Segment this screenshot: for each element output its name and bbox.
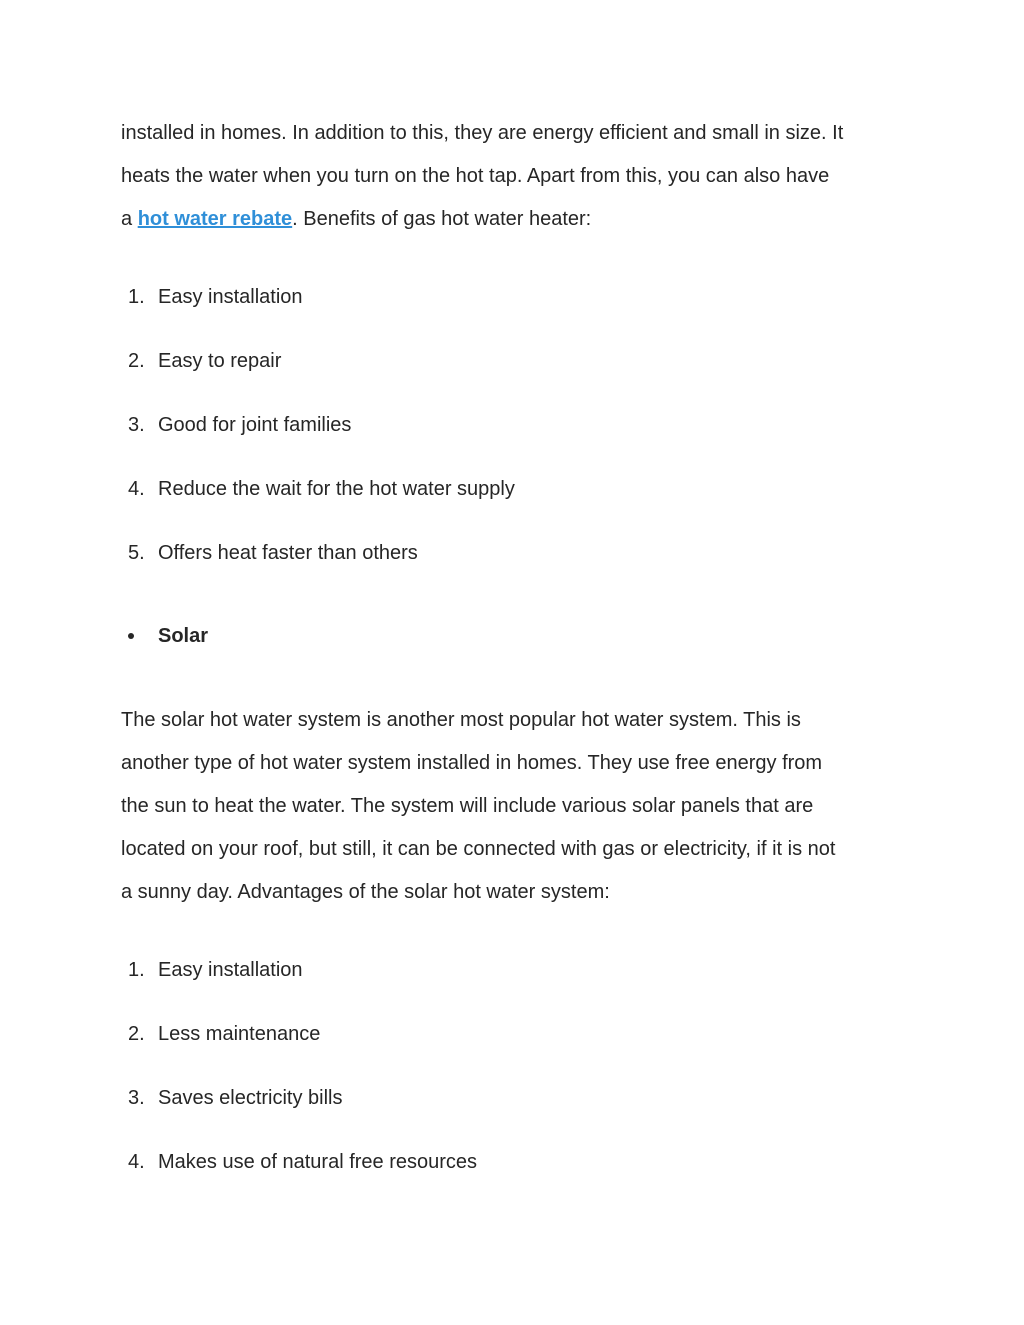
list-item-text: Easy to repair: [158, 350, 282, 372]
intro-line-2: heats the water when you turn on the hot tap. Apart from this, you can also have: [121, 165, 830, 187]
list-item: [121, 1148, 911, 1212]
list-item-number: 4.: [128, 1151, 145, 1173]
list-item-text: Reduce the wait for the hot water supply: [158, 478, 515, 500]
list-item: [121, 539, 911, 603]
document-page: [121, 112, 911, 1212]
solar-line-1: The solar hot water system is another most popular hot water system. This is: [121, 709, 801, 731]
list-item-text: Saves electricity bills: [158, 1087, 343, 1109]
intro-line-1: installed in homes. In addition to this, they are energy efficient and small in size. It: [121, 122, 844, 144]
list-item-number: 2.: [128, 1023, 145, 1045]
list-item-number: 1.: [128, 959, 145, 981]
list-item-number: 3.: [128, 414, 145, 436]
solar-heading: Solar: [158, 625, 209, 647]
list-item-text: Makes use of natural free resources: [158, 1151, 478, 1173]
list-item-text: Good for joint families: [158, 414, 352, 436]
list-item-number: 3.: [128, 1087, 145, 1109]
list-item-text: Offers heat faster than others: [158, 542, 418, 564]
intro-paragraph: [121, 112, 911, 241]
list-item: [121, 1084, 911, 1148]
list-item-number: 1.: [128, 286, 145, 308]
list-item-text: Easy installation: [158, 286, 303, 308]
solar-line-3: the sun to heat the water. The system will include various solar panels that are: [121, 795, 814, 817]
hot-water-rebate-link[interactable]: hot water rebate: [137, 208, 293, 230]
list-item: [121, 1020, 911, 1084]
list-item: [121, 411, 911, 475]
intro-line-3-suffix: . Benefits of gas hot water heater:: [292, 208, 592, 230]
list-item: [121, 347, 911, 411]
list-item: [121, 283, 911, 347]
list-item-number: 2.: [128, 350, 145, 372]
solar-line-2: another type of hot water system installed in homes. They use free energy from: [121, 752, 823, 774]
list-item: [121, 475, 911, 539]
list-item: [121, 956, 911, 1020]
intro-line-3-prefix: a: [121, 208, 138, 230]
solar-paragraph: [121, 699, 911, 914]
solar-advantages-list: [121, 956, 911, 1212]
solar-line-5: a sunny day. Advantages of the solar hot water system:: [121, 881, 610, 903]
gas-benefits-list: [121, 283, 911, 603]
list-item-number: 4.: [128, 478, 145, 500]
bullet-icon: [128, 633, 134, 639]
list-item-text: Less maintenance: [158, 1023, 321, 1045]
list-item-text: Easy installation: [158, 959, 303, 981]
list-item-number: 5.: [128, 542, 145, 564]
solar-heading-bullet: [121, 622, 911, 650]
solar-line-4: located on your roof, but still, it can be connected with gas or electricity, if it is not: [121, 838, 836, 860]
